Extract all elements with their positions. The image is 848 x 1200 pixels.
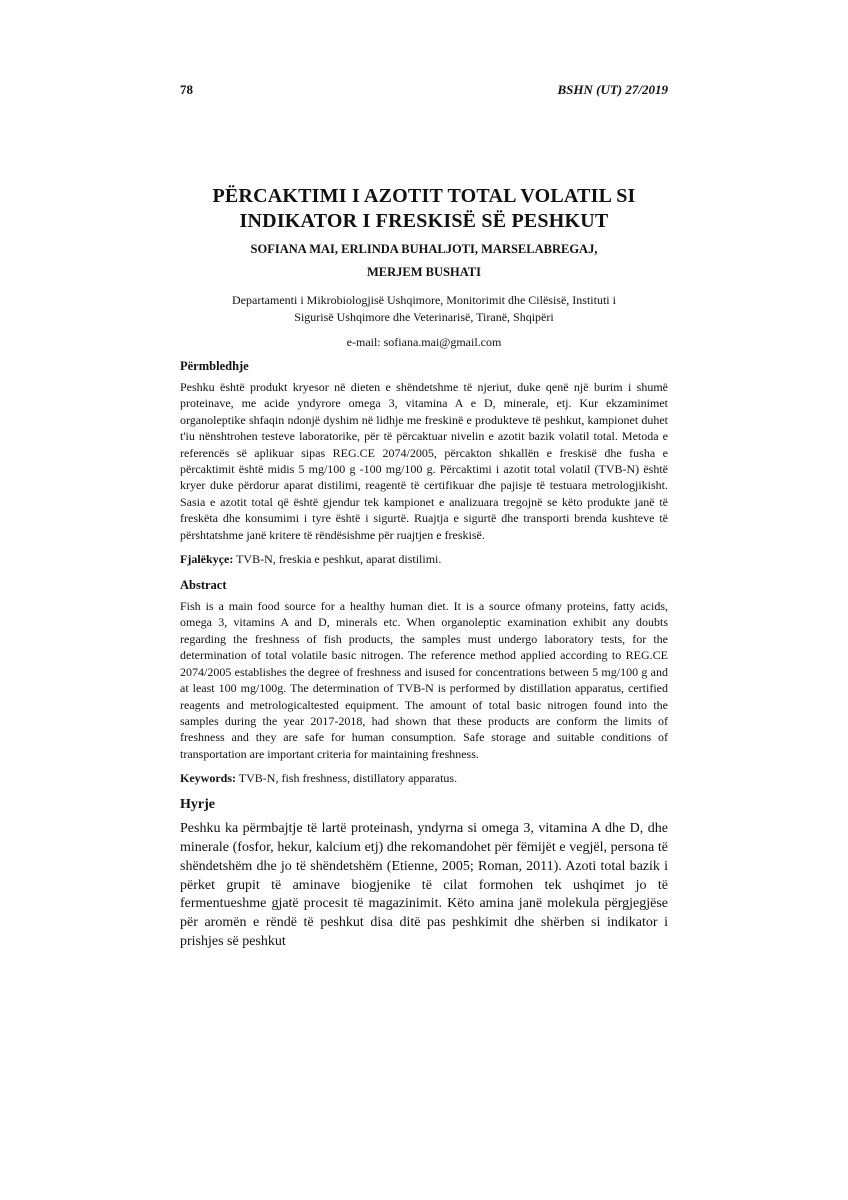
affiliation bbox=[180, 292, 668, 326]
abstract-keywords-label: Keywords: bbox=[180, 771, 236, 786]
title-line-2: INDIKATOR I FRESKISË SË PESHKUT bbox=[239, 210, 609, 232]
running-header bbox=[180, 82, 668, 106]
permbledhje-heading: Përmbledhje bbox=[180, 359, 249, 373]
permbledhje-keywords-list: TVB-N, freskia e peshkut, aparat distilimi. bbox=[233, 552, 442, 567]
paper-title bbox=[180, 184, 668, 234]
hyrje-text: Peshku ka përmbajtje të lartë proteinash, yndyrna si omega 3, vitamina A dhe D, dhe minerale (fosfor, hekur, kalcium etj) dhe rekomandohet për fëmijët e vegjël, persona të shëndetshëm dhe jo të shëndetshëm (Etienne, 2005; Roman, 2011). Azoti total bazik i përket grupit të aminave biogjenike të cilat formohen tek ushqimet jo të fermentueshme gjatë procesit të magazinimit. Këto amina janë molekula përgjegjëse për aromën e rëndë të peshkut disa ditë pas peshkimit dhe shërben si indikator i prishjes së peshkut bbox=[180, 821, 668, 949]
permbledhje-keywords-label: Fjalëkyçe: bbox=[180, 552, 234, 567]
journal-reference: BSHN (UT) 27/2019 bbox=[557, 82, 668, 97]
affiliation-line-2: Sigurisë Ushqimore dhe Veterinarisë, Tiranë, Shqipëri bbox=[294, 310, 554, 324]
author-list bbox=[180, 238, 668, 284]
abstract-heading: Abstract bbox=[180, 578, 227, 593]
permbledhje-keywords bbox=[180, 551, 668, 567]
authors-line-1: SOFIANA MAI, ERLINDA BUHALJOTI, MARSELABREGAJ, bbox=[250, 242, 598, 256]
title-line-1: PËRCAKTIMI I AZOTIT TOTAL VOLATIL SI bbox=[212, 185, 636, 207]
hyrje-heading: Hyrje bbox=[180, 797, 215, 813]
authors-line-2: MERJEM BUSHATI bbox=[366, 265, 481, 279]
abstract-text: Fish is a main food source for a healthy human diet. It is a source ofmany proteins, fatty acids, omega 3, vitamins A and D, minerals etc. When organoleptic examination exhibit any doubts regarding the freshness of fish products, the samples must undergo laboratory tests, for the determination of total volatile basic nitrogen. The reference method applied according to REG.CE 2074/2005 establishes the degree of freshness and isused for concentrations between 5 mg/100 g and at least 100 mg/100g. The determination of TVB-N is performed by distillation apparatus, certified reagents and metrologicaltested equipment. The amount of total basic nitrogen found into the samples during the year 2017-2018, had shown that these products are conform the limits of freshness and they are safe for human consumption. Safe storage and suitable conditions of transportation are important criteria for maintaining freshness. bbox=[180, 599, 668, 761]
abstract-keywords-list: TVB-N, fish freshness, distillatory apparatus. bbox=[236, 771, 458, 786]
permbledhje-text: Peshku është produkt kryesor në dieten e shëndetshme të njeriut, duke qenë një burim i shumë proteinave, me acide yndyrore omega 3, vitamina A e D, minerale, etj. Kur ekzaminimet organoleptike shfaqin ndonjë dyshim në lidhje me freskinë e produkteve të peshkut, kampionet duhet t'iu nënshtrohen testeve laboratorike, për të përcaktuar nivelin e azotit bazik volatil total. Metoda e referencës së aplikuar sipas REG.CE 2074/2005, përcakton shkallën e freskisë dhe fusha e përcaktimit është midis 5 mg/100 g -100 mg/100 g. Përcaktimi i azotit total volatil (TVB-N) është kryer duke përdorur aparat distilimi, reagentë të certifikuar dhe pajisje të testuara metrologjikisht. Sasia e azotit total që është gjendur tek kampionet e analizuara tregojnë se këto produkte janë të freskëta dhe konsumimi i tyre është i sigurtë. Ruajtja e sigurtë dhe transporti brenda kushteve të përshtatshme janë kritere të rëndësishme për ruajtjen e freskisë. bbox=[180, 380, 668, 542]
affiliation-line-1: Departamenti i Mikrobiologjisë Ushqimore, Monitorimit dhe Cilësisë, Instituti i bbox=[232, 293, 616, 307]
document-page bbox=[180, 82, 668, 952]
page-number: 78 bbox=[180, 82, 193, 97]
contact-email: e-mail: sofiana.mai@gmail.com bbox=[346, 335, 502, 349]
abstract-keywords bbox=[180, 770, 668, 786]
